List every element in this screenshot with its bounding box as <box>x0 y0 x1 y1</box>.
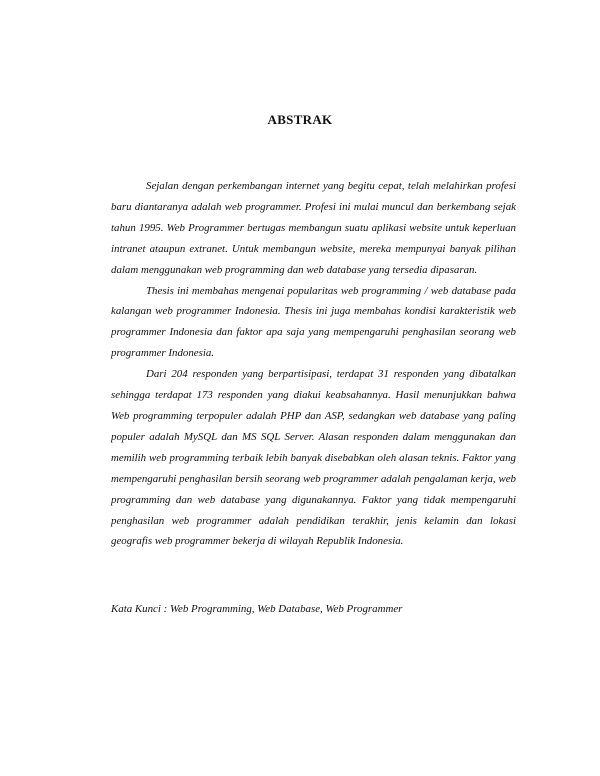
abstract-paragraph-1: Sejalan dengan perkembangan internet yang begitu cepat, telah melahirkan profesi baru diantaranya adalah web programmer. Profesi ini mulai muncul dan berkembang sejak tahun 1995. Web Programmer bertugas membangun suatu aplikasi website untuk keperluan intranet ataupun extranet. Untuk membangun website, mereka mempunyai banyak pilihan dalam menggunakan web programming dan web database yang tersedia dipasaran. <box>111 180 516 276</box>
abstract-paragraph-3: Dari 204 responden yang berpartisipasi, terdapat 31 responden yang dibatalkan sehingga terdapat 173 responden yang diakui keabsahannya. Hasil menunjukkan bahwa Web programming terpopuler adalah PHP dan ASP, sedangkan web database yang paling populer adalah MySQL dan MS SQL Server. Alasan responden dalam menggunakan dan memilih web programming terbaik lebih banyak disebabkan oleh alasan teknis. Faktor yang mempengaruhi penghasilan bersih seorang web programmer adalah pengalaman kerja, web programming dan web database yang digunakannya. Faktor yang tidak mempengaruhi penghasilan web programmer adalah pendidikan terakhir, jenis kelamin dan lokasi geografis web programmer bekerja di wilayah Republik Indonesia. <box>111 368 516 548</box>
abstract-paragraph-2: Thesis ini membahas mengenai popularitas web programming / web database pada kalangan web programmer Indonesia. Thesis ini juga membahas kondisi karakteristik web programmer Indonesia dan faktor apa saja yang mempengaruhi penghasilan seorang web programmer Indonesia. <box>111 284 516 360</box>
abstract-body <box>111 176 516 552</box>
page-title: ABSTRAK <box>267 112 333 127</box>
keywords-line: Kata Kunci : Web Programming, Web Database, Web Programmer <box>111 603 403 615</box>
